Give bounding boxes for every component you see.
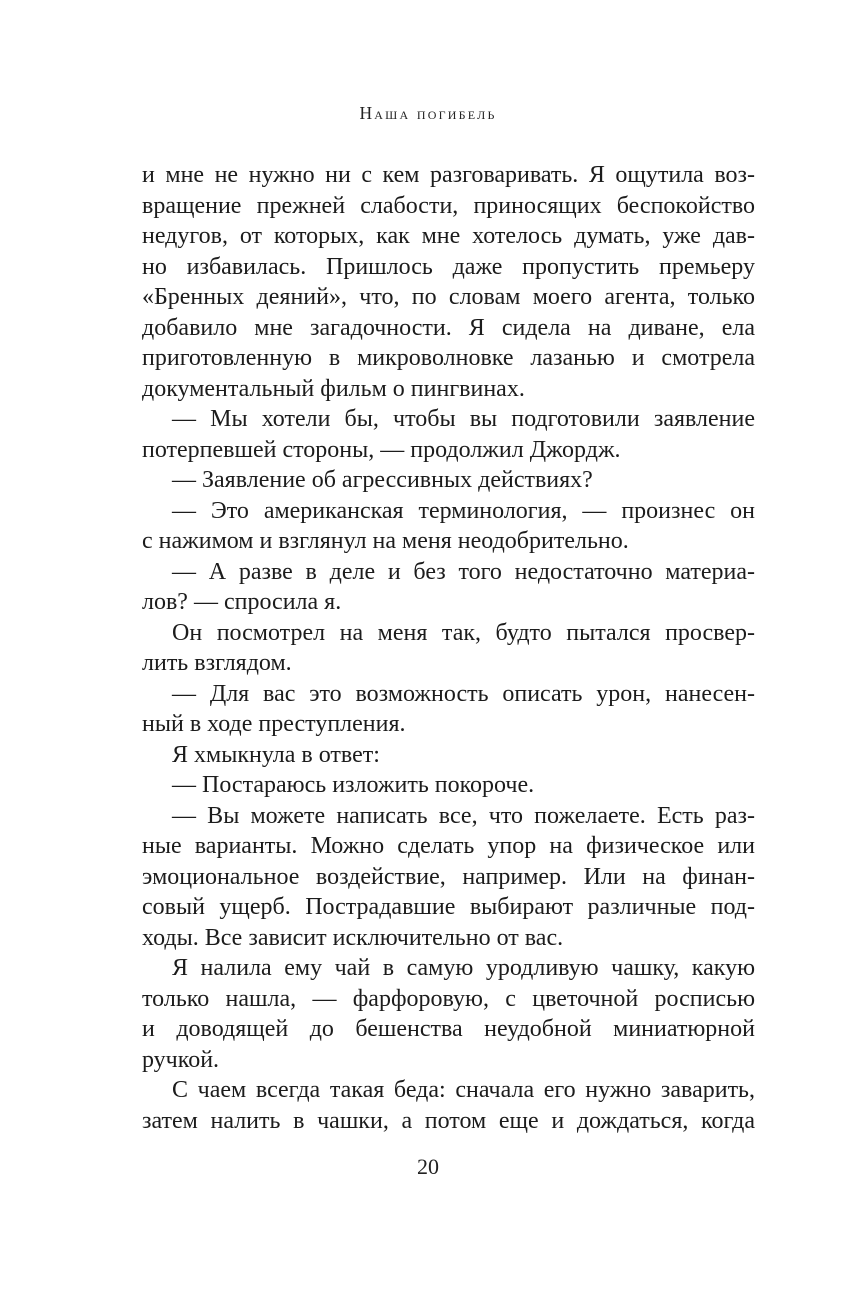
- text-line: добавило мне загадочности. Я сидела на диване, ела: [142, 314, 755, 341]
- text-line: только нашла, — фарфоровую, с цветочной росписью: [142, 985, 755, 1012]
- body-text: [142, 160, 755, 1136]
- text-line: Я налила ему чай в самую уродливую чашку, какую: [172, 955, 755, 981]
- running-head: Наша погибель: [359, 103, 497, 123]
- text-line: вращение прежней слабости, приносящих беспокойство: [142, 192, 755, 219]
- text-line: потерпевшей стороны, — продолжил Джордж.: [142, 436, 621, 463]
- text-line: и мне не нужно ни с кем разговаривать. Я ощутила воз-: [142, 162, 755, 188]
- text-line: «Бренных деяний», что, по словам моего агента, только: [142, 284, 755, 310]
- text-line: лов? — спросила я.: [142, 589, 342, 615]
- text-line: с нажимом и взглянул на меня неодобрительно.: [142, 528, 629, 554]
- text-line: ручкой.: [142, 1046, 220, 1073]
- text-line: ходы. Все зависит исключительно от вас.: [142, 924, 564, 951]
- text-line: — Вы можете написать все, что пожелаете. Есть раз-: [172, 802, 755, 829]
- text-line: затем налить в чашки, а потом еще и дождаться, когда: [142, 1107, 755, 1134]
- text-line: совый ущерб. Пострадавшие выбирают различные под-: [142, 894, 755, 920]
- text-line: С чаем всегда такая беда: сначала его нужно заварить,: [172, 1077, 755, 1103]
- text-line: — Для вас это возможность описать урон, нанесен-: [172, 680, 755, 707]
- text-line: — А разве в деле и без того недостаточно материа-: [172, 558, 755, 585]
- page-number: 20: [417, 1154, 439, 1179]
- text-line: — Заявление об агрессивных действиях?: [172, 467, 593, 493]
- text-line: Я хмыкнула в ответ:: [172, 741, 380, 768]
- text-line: — Это американская терминология, — произнес он: [172, 497, 755, 524]
- text-line: документальный фильм о пингвинах.: [142, 375, 525, 402]
- text-line: — Мы хотели бы, чтобы вы подготовили заявление: [172, 406, 755, 432]
- text-line: и доводящей до бешенства неудобной миниатюрной: [142, 1016, 755, 1042]
- text-line: Он посмотрел на меня так, будто пытался просвер-: [172, 619, 755, 646]
- text-line: лить взглядом.: [142, 650, 292, 676]
- text-line: недугов, от которых, как мне хотелось думать, уже дав-: [142, 223, 755, 249]
- text-line: приготовленную в микроволновке лазанью и смотрела: [142, 345, 755, 371]
- text-line: — Постараюсь изложить покороче.: [172, 772, 535, 798]
- text-line: но избавилась. Пришлось даже пропустить премьеру: [142, 253, 755, 280]
- text-line: эмоциональное воздействие, например. Или на финан-: [142, 863, 755, 890]
- text-line: ные варианты. Можно сделать упор на физическое или: [142, 833, 755, 859]
- text-line: ный в ходе преступления.: [142, 711, 406, 737]
